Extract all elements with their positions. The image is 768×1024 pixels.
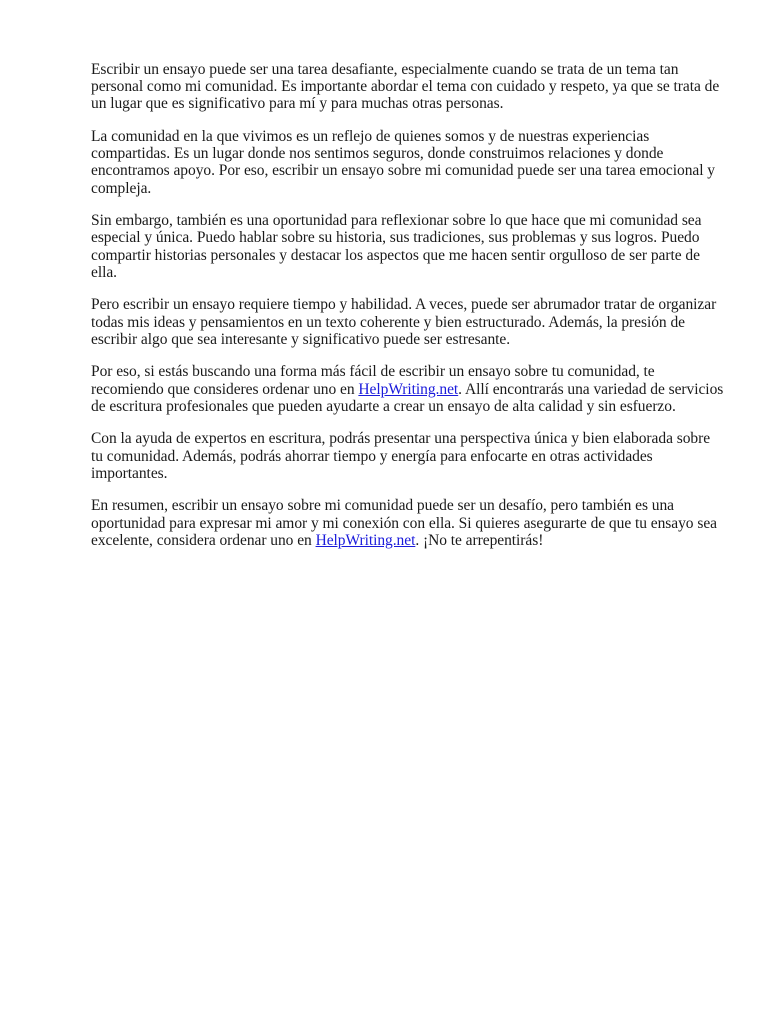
paragraph-intro: Escribir un ensayo puede ser una tarea desafiante, especialmente cuando se trata de un tema tan personal como mi comunidad. Es importante abordar el tema con cuidado y respeto, ya que se trata de un lugar que es significativo para mí y para muchas otras personas. [91,61,720,113]
paragraph-experts: Con la ayuda de expertos en escritura, podrás presentar una perspectiva única y bien elaborada sobre tu comunidad. Además, podrás ahorrar tiempo y energía para enfocarte en otras actividades importantes. [91,430,711,482]
paragraph-community: La comunidad en la que vivimos es un reflejo de quienes somos y de nuestras experiencias compartidas. Es un lugar donde nos sentimos seguros, donde construimos relaciones y donde encontramos apoyo. Por eso, escribir un ensayo sobre mi comunidad puede ser una tarea emocional y compleja. [91,128,715,197]
paragraph-summary [91,497,725,549]
paragraph-recommendation [91,363,725,415]
paragraph-recommendation-text-before: Por eso, si estás buscando una forma más fácil de escribir un ensayo sobre tu comunidad, te recomiendo que consideres ordenar uno en [91,363,655,398]
paragraph-difficulty: Pero escribir un ensayo requiere tiempo y habilidad. A veces, puede ser abrumador tratar de organizar todas mis ideas y pensamientos en un texto coherente y bien estructurado. Además, la presión de escribir algo que sea interesante y significativo puede ser estresante. [91,296,717,348]
document-page [91,61,725,564]
paragraph-opportunity: Sin embargo, también es una oportunidad para reflexionar sobre lo que hace que mi comunidad sea especial y única. Puedo hablar sobre su historia, sus tradiciones, sus problemas y sus logros. Puedo compartir historias personales y destacar los aspectos que me hacen sentir orgulloso de ser parte de ella. [91,212,702,281]
helpwriting-link-2[interactable]: HelpWriting.net [315,531,416,549]
paragraph-summary-text-after: . ¡No te arrepentirás! [415,531,544,549]
paragraph-summary-text-before: En resumen, escribir un ensayo sobre mi comunidad puede ser un desafío, pero también es una oportunidad para expresar mi amor y mi conexión con ella. Si quieres asegurarte de que tu ensayo sea excelente, considera ordenar uno en [91,497,717,549]
paragraph-recommendation-text-after: . Allí encontrarás una variedad de servicios de escritura profesionales que pueden ayudarte a crear un ensayo de alta calidad y sin esfuerzo. [91,380,724,415]
helpwriting-link[interactable]: HelpWriting.net [358,380,459,398]
